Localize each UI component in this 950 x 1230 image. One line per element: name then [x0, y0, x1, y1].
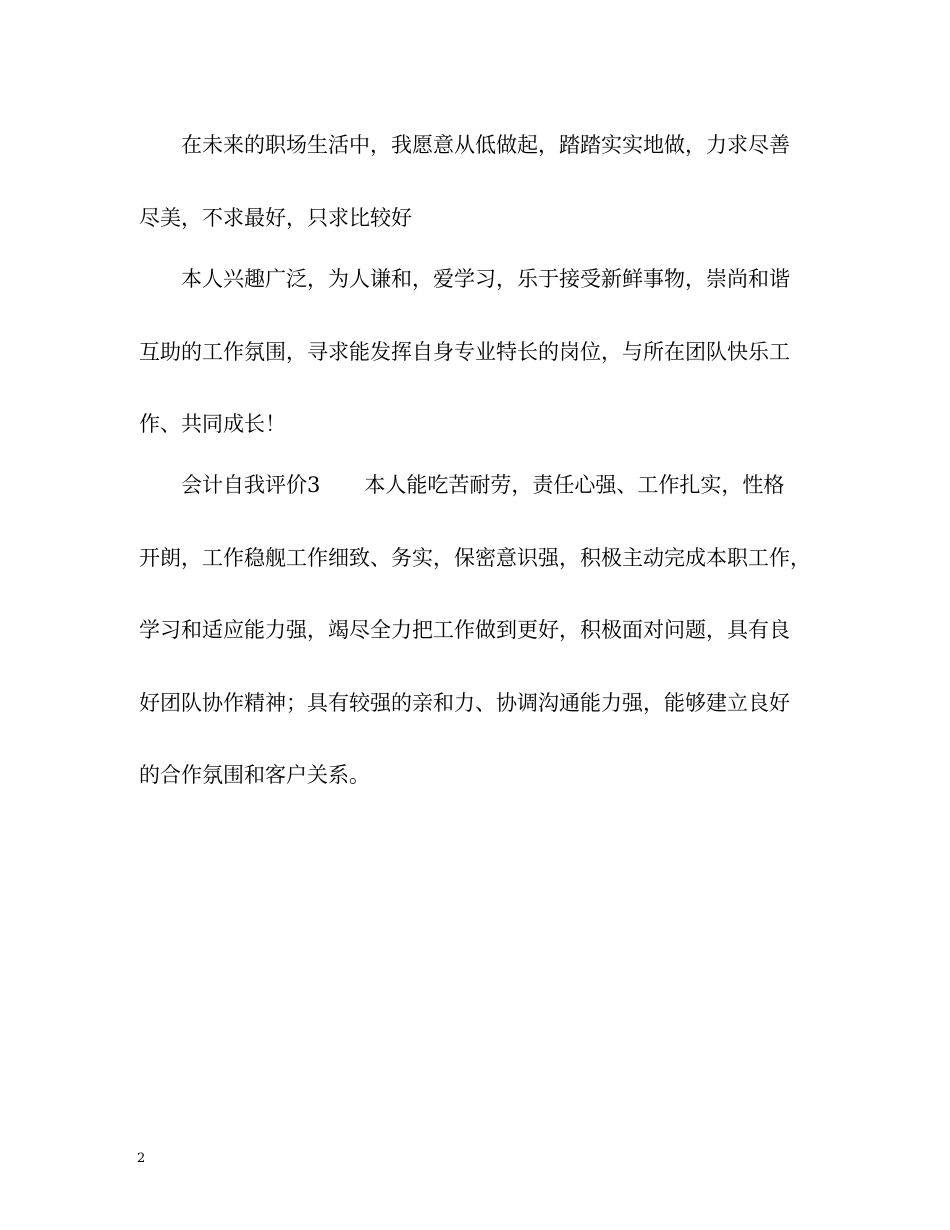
section-heading: 会计自我评价3 — [181, 473, 321, 497]
section-heading-line — [181, 473, 784, 497]
paragraph-line: 尽美，不求最好，只求比较好 — [139, 206, 412, 230]
paragraph-line: 好团队协作精神；具有较强的亲和力、协调沟通能力强，能够建立良好 — [139, 691, 790, 715]
page-number: 2 — [137, 1151, 146, 1166]
paragraph-line: 作、共同成长！ — [139, 412, 286, 436]
paragraph-line: 学习和适应能力强，竭尽全力把工作做到更好，积极面对问题，具有良 — [139, 618, 790, 642]
paragraph-line: 本人兴趣广泛，为人谦和，爱学习，乐于接受新鲜事物，崇尚和谐 — [181, 267, 790, 291]
paragraph-text: 本人能吃苦耐劳，责任心强、工作扎实，性格 — [364, 473, 785, 497]
paragraph-line: 互助的工作氛围，寻求能发挥自身专业特长的岗位，与所在团队快乐工 — [139, 340, 790, 364]
paragraph-line: 的合作氛围和客户关系。 — [139, 763, 370, 787]
paragraph-line: 开朗，工作稳舰工作细致、务实，保密意识强，积极主动完成本职工作， — [139, 546, 811, 570]
paragraph-line: 在未来的职场生活中，我愿意从低做起，踏踏实实地做，力求尽善 — [181, 133, 790, 157]
